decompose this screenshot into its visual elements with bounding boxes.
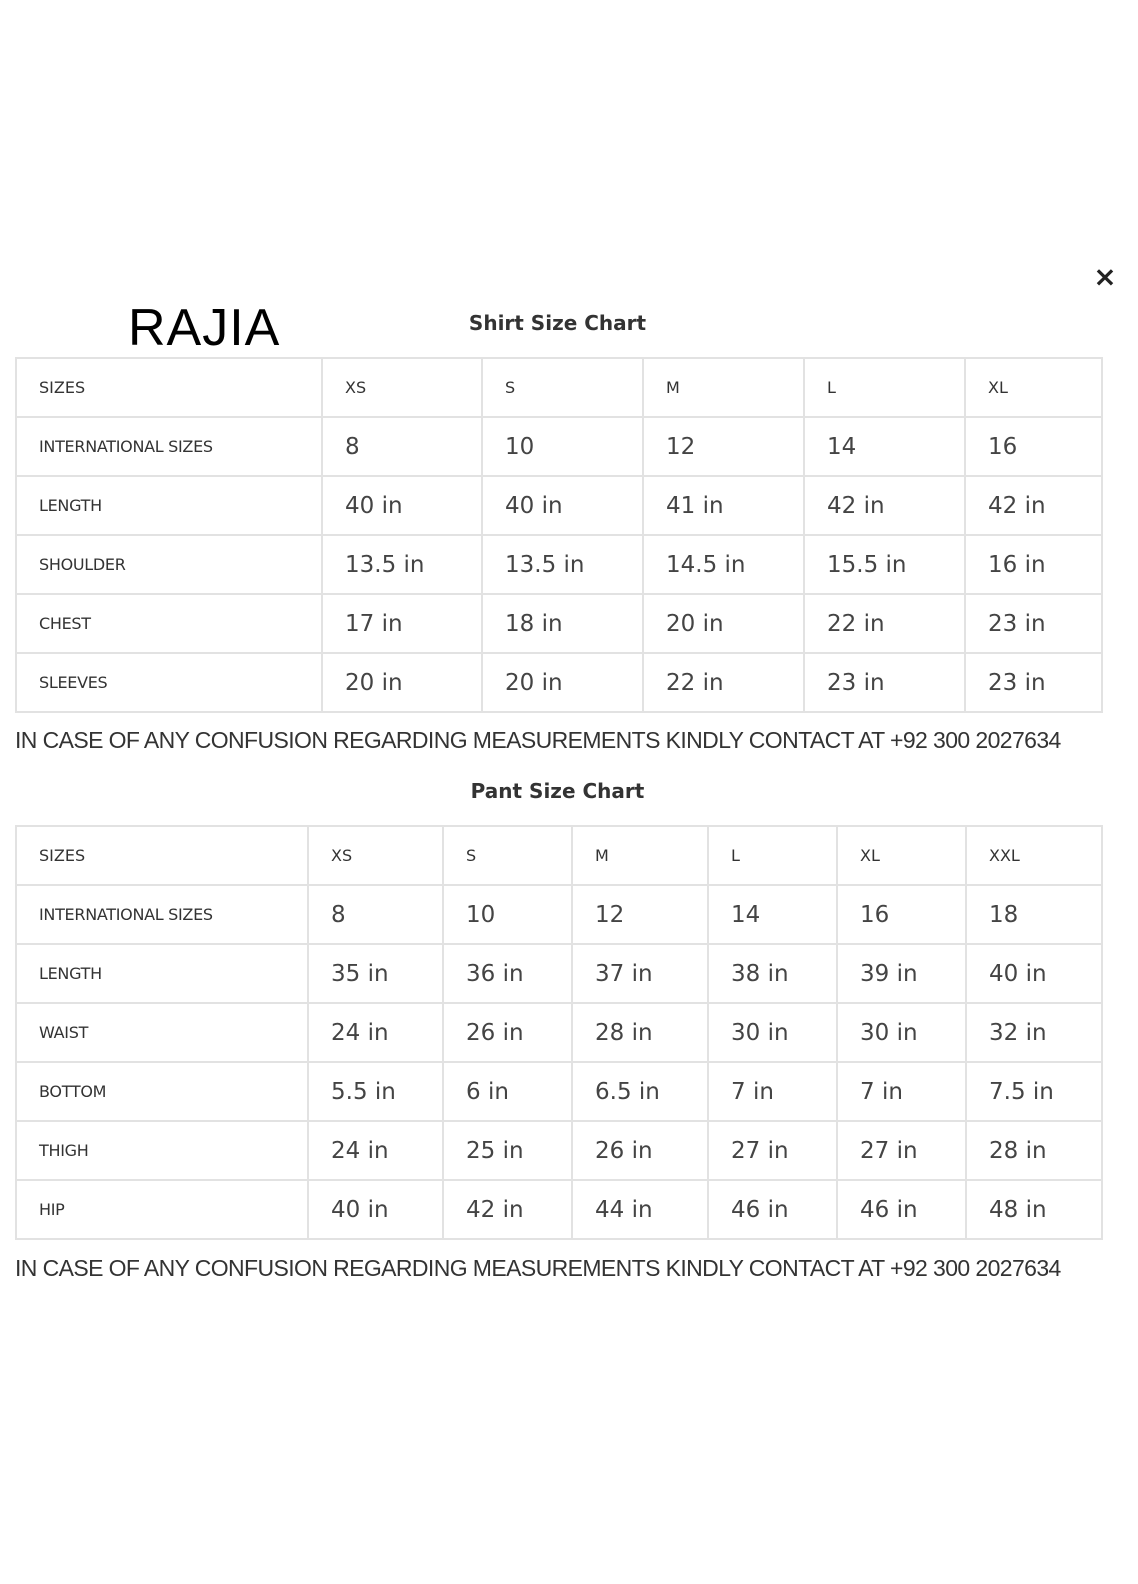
shirt-size-header: XS — [322, 358, 482, 417]
shirt-size-header: M — [643, 358, 804, 417]
shirt-measure-cell: 22 in — [804, 594, 965, 653]
pant-measure-cell: 39 in — [837, 944, 966, 1003]
pant-header-label: SIZES — [16, 826, 308, 885]
shirt-header-row — [16, 358, 1102, 417]
pant-contact-notice: IN CASE OF ANY CONFUSION REGARDING MEASUREMENTS KINDLY CONTACT AT +92 300 2027634 — [15, 1255, 1061, 1281]
pant-measure-cell: 7.5 in — [966, 1062, 1102, 1121]
shirt-chart-title: Shirt Size Chart — [468, 311, 647, 335]
shirt-measure-cell: 10 — [482, 417, 643, 476]
pant-measure-cell: 5.5 in — [308, 1062, 443, 1121]
shirt-measure-cell: 42 in — [804, 476, 965, 535]
pant-header-row — [16, 826, 1102, 885]
pant-table-row — [16, 1121, 1102, 1180]
pant-measure-cell: 6 in — [443, 1062, 572, 1121]
pant-table-row — [16, 1180, 1102, 1239]
shirt-table-row — [16, 417, 1102, 476]
pant-measure-cell: 7 in — [708, 1062, 837, 1121]
pant-measure-cell: 8 — [308, 885, 443, 944]
pant-measure-cell: 27 in — [837, 1121, 966, 1180]
pant-measure-cell: 46 in — [837, 1180, 966, 1239]
pant-measure-cell: 18 — [966, 885, 1102, 944]
pant-measure-cell: 28 in — [572, 1003, 708, 1062]
shirt-measure-cell: 14 — [804, 417, 965, 476]
pant-measure-cell: 48 in — [966, 1180, 1102, 1239]
shirt-table-row — [16, 594, 1102, 653]
pant-measure-cell: 46 in — [708, 1180, 837, 1239]
brand-logo: RAJIA — [128, 299, 281, 357]
shirt-size-header: XL — [965, 358, 1102, 417]
pant-table-row — [16, 1062, 1102, 1121]
shirt-measure-cell: 23 in — [965, 653, 1102, 712]
pant-measure-cell: 38 in — [708, 944, 837, 1003]
pant-row-label: THIGH — [16, 1121, 308, 1180]
shirt-measure-cell: 40 in — [322, 476, 482, 535]
pant-measure-cell: 30 in — [837, 1003, 966, 1062]
pant-measure-cell: 24 in — [308, 1121, 443, 1180]
pant-row-label: HIP — [16, 1180, 308, 1239]
close-icon[interactable]: × — [1093, 260, 1117, 293]
pant-measure-cell: 26 in — [443, 1003, 572, 1062]
shirt-contact-notice: IN CASE OF ANY CONFUSION REGARDING MEASUREMENTS KINDLY CONTACT AT +92 300 2027634 — [15, 727, 1061, 753]
shirt-measure-cell: 17 in — [322, 594, 482, 653]
shirt-measure-cell: 23 in — [804, 653, 965, 712]
shirt-measure-cell: 22 in — [643, 653, 804, 712]
shirt-measure-cell: 13.5 in — [322, 535, 482, 594]
shirt-measure-cell: 16 in — [965, 535, 1102, 594]
pant-row-label: WAIST — [16, 1003, 308, 1062]
shirt-measure-cell: 12 — [643, 417, 804, 476]
shirt-measure-cell: 20 in — [643, 594, 804, 653]
shirt-measure-cell: 41 in — [643, 476, 804, 535]
pant-size-header: XL — [837, 826, 966, 885]
pant-row-label: INTERNATIONAL SIZES — [16, 885, 308, 944]
pant-measure-cell: 6.5 in — [572, 1062, 708, 1121]
pant-measure-cell: 37 in — [572, 944, 708, 1003]
pant-measure-cell: 14 — [708, 885, 837, 944]
shirt-row-label: LENGTH — [16, 476, 322, 535]
shirt-measure-cell: 18 in — [482, 594, 643, 653]
shirt-row-label: INTERNATIONAL SIZES — [16, 417, 322, 476]
shirt-size-header: L — [804, 358, 965, 417]
pant-table-row — [16, 885, 1102, 944]
shirt-measure-cell: 8 — [322, 417, 482, 476]
shirt-measure-cell: 14.5 in — [643, 535, 804, 594]
pant-size-table — [15, 825, 1103, 1240]
pant-table-row — [16, 1003, 1102, 1062]
shirt-table-row — [16, 653, 1102, 712]
pant-size-header: S — [443, 826, 572, 885]
pant-measure-cell: 27 in — [708, 1121, 837, 1180]
pant-measure-cell: 40 in — [966, 944, 1102, 1003]
pant-measure-cell: 40 in — [308, 1180, 443, 1239]
pant-measure-cell: 24 in — [308, 1003, 443, 1062]
pant-measure-cell: 32 in — [966, 1003, 1102, 1062]
pant-measure-cell: 28 in — [966, 1121, 1102, 1180]
pant-size-header: L — [708, 826, 837, 885]
pant-measure-cell: 10 — [443, 885, 572, 944]
pant-measure-cell: 36 in — [443, 944, 572, 1003]
pant-size-header: XXL — [966, 826, 1102, 885]
shirt-size-header: S — [482, 358, 643, 417]
shirt-size-table — [15, 357, 1103, 713]
shirt-row-label: SLEEVES — [16, 653, 322, 712]
shirt-measure-cell: 40 in — [482, 476, 643, 535]
shirt-measure-cell: 13.5 in — [482, 535, 643, 594]
pant-measure-cell: 25 in — [443, 1121, 572, 1180]
shirt-measure-cell: 16 — [965, 417, 1102, 476]
pant-measure-cell: 26 in — [572, 1121, 708, 1180]
shirt-measure-cell: 20 in — [322, 653, 482, 712]
pant-chart-title: Pant Size Chart — [470, 779, 645, 803]
shirt-header-label: SIZES — [16, 358, 322, 417]
pant-size-header: XS — [308, 826, 443, 885]
shirt-table-row — [16, 535, 1102, 594]
pant-size-header: M — [572, 826, 708, 885]
pant-measure-cell: 42 in — [443, 1180, 572, 1239]
pant-row-label: LENGTH — [16, 944, 308, 1003]
pant-measure-cell: 30 in — [708, 1003, 837, 1062]
pant-measure-cell: 44 in — [572, 1180, 708, 1239]
shirt-table-row — [16, 476, 1102, 535]
shirt-row-label: SHOULDER — [16, 535, 322, 594]
pant-measure-cell: 16 — [837, 885, 966, 944]
shirt-measure-cell: 15.5 in — [804, 535, 965, 594]
shirt-measure-cell: 23 in — [965, 594, 1102, 653]
pant-row-label: BOTTOM — [16, 1062, 308, 1121]
pant-measure-cell: 12 — [572, 885, 708, 944]
pant-measure-cell: 7 in — [837, 1062, 966, 1121]
pant-measure-cell: 35 in — [308, 944, 443, 1003]
shirt-measure-cell: 20 in — [482, 653, 643, 712]
shirt-measure-cell: 42 in — [965, 476, 1102, 535]
pant-table-row — [16, 944, 1102, 1003]
shirt-row-label: CHEST — [16, 594, 322, 653]
